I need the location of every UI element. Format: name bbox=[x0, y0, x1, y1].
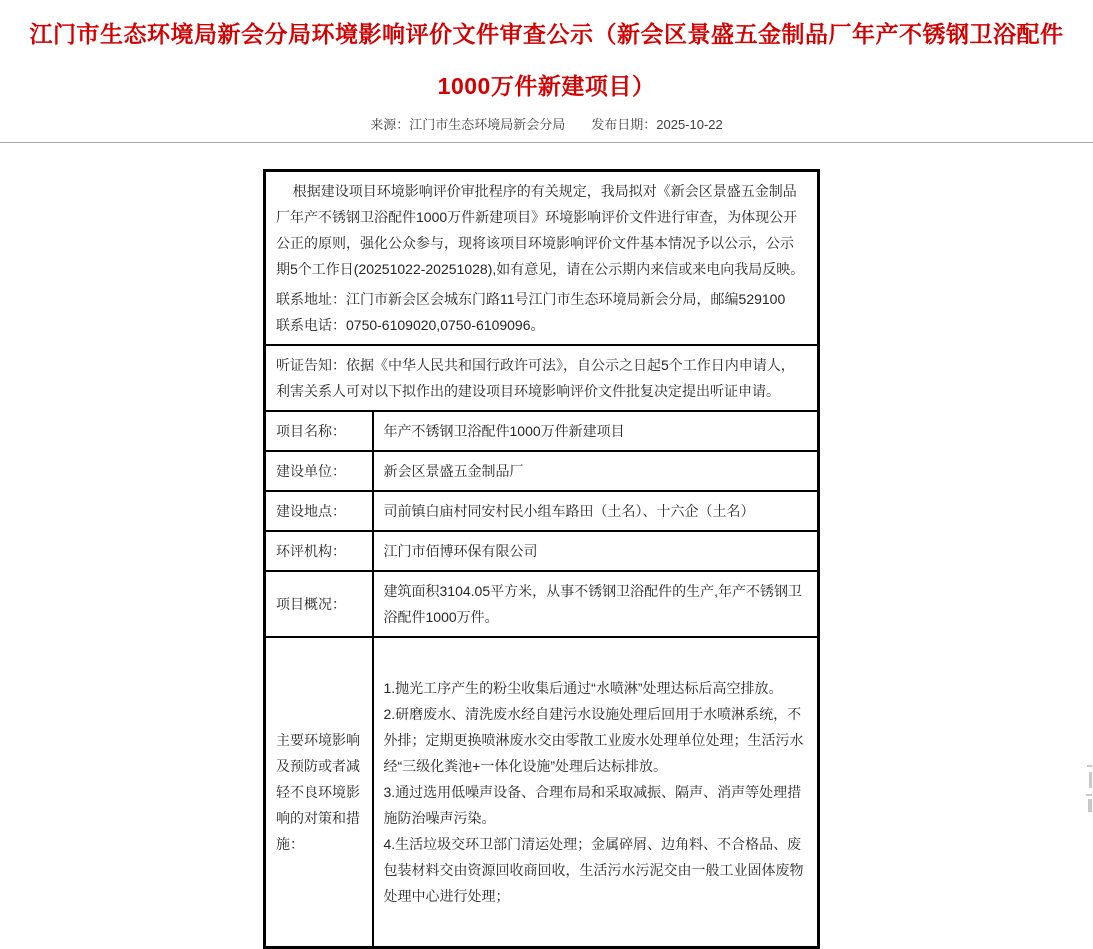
measures-value bbox=[373, 637, 819, 948]
hearing-row bbox=[265, 345, 819, 411]
article-meta bbox=[0, 116, 1093, 134]
field-value: 江门市佰博环保有限公司 bbox=[373, 531, 819, 571]
measure-item: 4.生活垃圾交环卫部门清运处理；金属碎屑、边角料、不合格品、废包装材料交由资源回收商回收，生活污水污泥交由一般工业固体废物处理中心进行处理； bbox=[383, 836, 804, 904]
right-edge-artifact bbox=[1087, 765, 1092, 767]
field-label: 环评机构： bbox=[265, 531, 373, 571]
right-edge-artifact bbox=[1089, 772, 1092, 788]
publish-date-label: 发布日期： bbox=[591, 117, 657, 132]
field-value: 年产不锈钢卫浴配件1000万件新建项目 bbox=[373, 411, 819, 451]
notice-paragraph: 根据建设项目环境影响评价审批程序的有关规定，我局拟对《新会区景盛五金制品厂年产不锈钢卫浴配件1000万件新建项目》环境影响评价文件进行审查，为体现公开公正的原则，强化公众参与，现将该项目环境影响评价文件基本情况予以公示，公示期5个工作日(20251022-20251028),如有意见，请在公示期内来信或来电向我局反映。 bbox=[276, 183, 805, 277]
measure-item: 2.研磨废水、清洗废水经自建污水设施处理后回用于水喷淋系统，不外排；定期更换喷淋废水交由零散工业废水处理单位处理；生活污水经“三级化粪池+一体化设施”处理后达标排放。 bbox=[383, 706, 804, 774]
hearing-cell: 听证告知：依据《中华人民共和国行政许可法》，自公示之日起5个工作日内申请人，利害关系人可对以下拟作出的建设项目环境影响评价文件批复决定提出听证申请。 bbox=[265, 345, 819, 411]
measure-item: 3.通过选用低噪声设备、合理布局和采取减振、隔声、消声等处理措施防治噪声污染。 bbox=[383, 784, 802, 826]
table-row-measures bbox=[265, 637, 819, 948]
notice-row bbox=[265, 171, 819, 346]
field-value: 建筑面积3104.05平方米，从事不锈钢卫浴配件的生产,年产不锈钢卫浴配件1000万件。 bbox=[373, 571, 819, 637]
source-label: 来源： bbox=[370, 117, 410, 132]
field-value: 司前镇白庙村同安村民小组车路田（土名）、十六企（土名） bbox=[373, 491, 819, 531]
table-row-project-name bbox=[265, 411, 819, 451]
announcement-page bbox=[0, 8, 1093, 904]
header-divider bbox=[0, 142, 1093, 143]
measures-label: 主要环境影响及预防或者减轻不良环境影响的对策和措施： bbox=[265, 637, 373, 948]
announcement-table bbox=[263, 169, 820, 949]
source-value: 江门市生态环境局新会分局 bbox=[409, 117, 566, 132]
right-edge-artifact bbox=[1088, 799, 1092, 812]
notice-cell bbox=[265, 171, 819, 346]
field-label: 项目概况： bbox=[265, 571, 373, 637]
table-row-eia-agency bbox=[265, 531, 819, 571]
table-row-construction-site bbox=[265, 491, 819, 531]
field-label: 项目名称： bbox=[265, 411, 373, 451]
field-label: 建设地点： bbox=[265, 491, 373, 531]
table-row-project-overview bbox=[265, 571, 819, 637]
field-label: 建设单位： bbox=[265, 451, 373, 491]
page-title: 江门市生态环境局新会分局环境影响评价文件审查公示（新会区景盛五金制品厂年产不锈钢卫浴配件1000万件新建项目） bbox=[29, 21, 1064, 99]
table-row-construction-unit bbox=[265, 451, 819, 491]
publish-date-value: 2025-10-22 bbox=[656, 117, 723, 132]
field-value: 新会区景盛五金制品厂 bbox=[373, 451, 819, 491]
contact-phone: 联系电话：0750-6109020,0750-6109096。 bbox=[276, 317, 545, 333]
right-edge-artifact bbox=[1086, 794, 1092, 796]
measure-item: 1.抛光工序产生的粉尘收集后通过“水喷淋”处理达标后高空排放。 bbox=[383, 680, 783, 696]
contact-address: 联系地址：江门市新会区会城东门路11号江门市生态环境局新会分局，邮编529100 bbox=[276, 291, 786, 307]
